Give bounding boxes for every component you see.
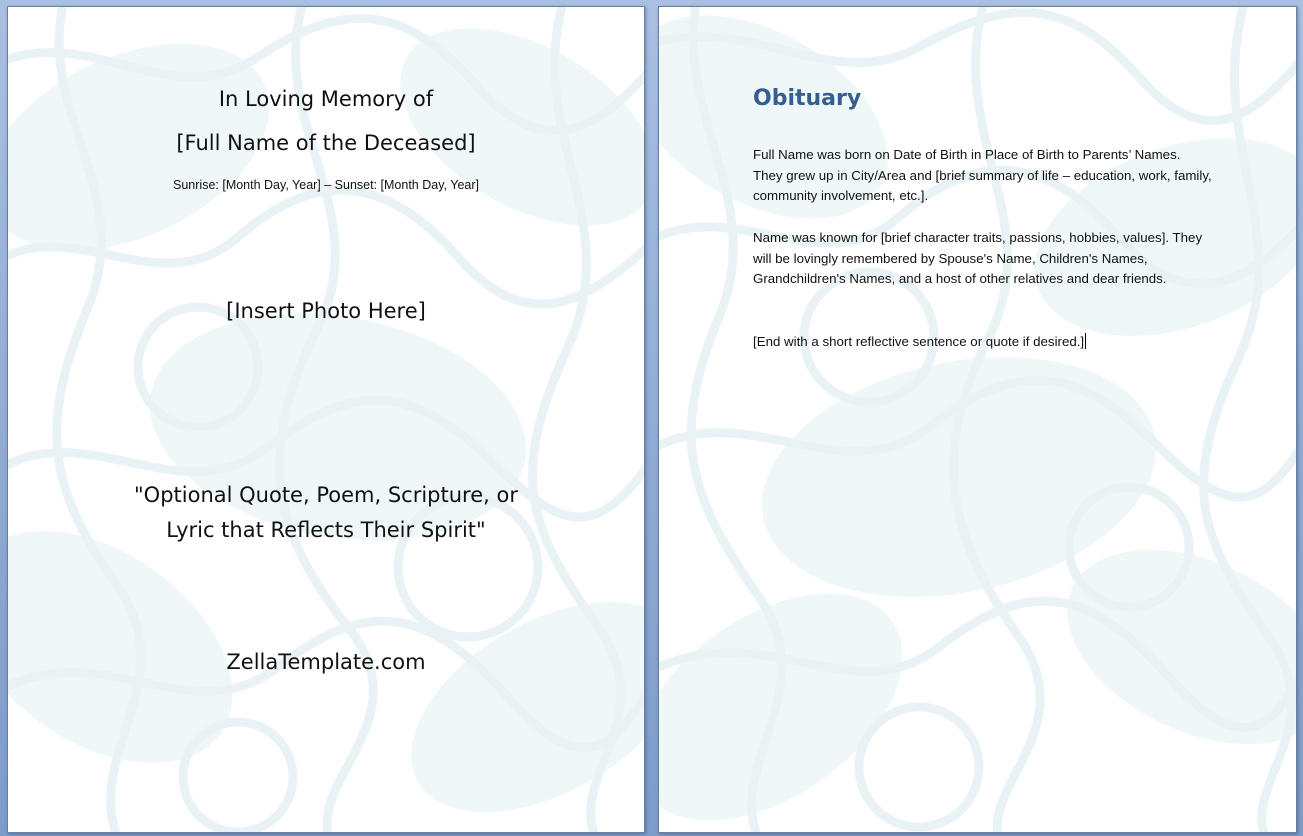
obituary-page[interactable] xyxy=(658,6,1297,833)
memory-heading: In Loving Memory of xyxy=(218,87,434,111)
obituary-paragraph-1[interactable]: Full Name was born on Date of Birth in Place of Birth to Parents’ Names. They grew up in City/Area and [brief summary of life – education, work, family, community involvement, etc.]. xyxy=(753,147,1212,204)
obituary-paragraph-2[interactable]: Name was known for [brief character traits, passions, hobbies, values]. They will be lovingly remembered by Spouse's Name, Children's Names, Grandchildren's Names, and a host of other relatives and dear friends. xyxy=(753,230,1203,287)
obituary-title: Obituary xyxy=(753,86,862,111)
quote-text xyxy=(8,478,644,548)
dates-line: Sunrise: [Month Day, Year] – Sunset: [Month Day, Year] xyxy=(173,178,479,192)
cover-page[interactable] xyxy=(7,6,645,833)
obituary-paragraph-3-text: [End with a short reflective sentence or quote if desired.] xyxy=(753,334,1085,349)
obituary-paragraph-3[interactable] xyxy=(753,332,1213,353)
photo-placeholder: [Insert Photo Here] xyxy=(226,299,426,323)
quote-line-2: Lyric that Reflects Their Spirit" xyxy=(166,518,486,542)
text-cursor xyxy=(1085,333,1086,349)
site-name: ZellaTemplate.com xyxy=(226,650,426,674)
quote-line-1: "Optional Quote, Poem, Scripture, or xyxy=(134,483,518,507)
deceased-name: [Full Name of the Deceased] xyxy=(176,131,476,155)
